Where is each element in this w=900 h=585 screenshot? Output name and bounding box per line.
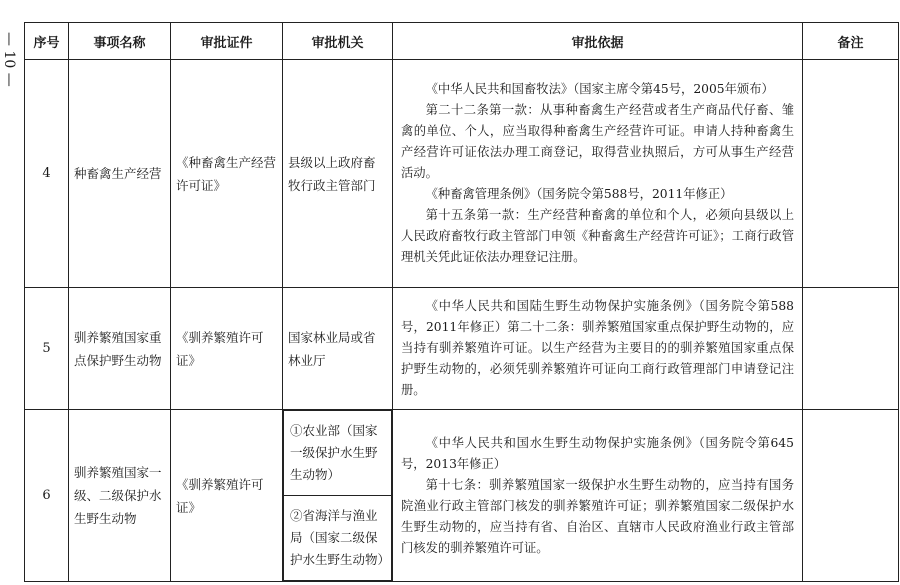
authority: 国家林业局或省林业厅 — [283, 288, 393, 410]
authority — [283, 410, 393, 582]
approval-basis — [393, 60, 803, 288]
note-cell — [803, 288, 899, 410]
license-name: 《驯养繁殖许可证》 — [171, 410, 283, 582]
basis-paragraph: 第十七条：驯养繁殖国家一级保护水生野生动物的，应当持有国务院渔业行政主管部门核发的驯养繁殖许可证；驯养繁殖国家二级保护水生野生动物的，应当持有省、自治区、直辖市人民政府渔业行政主管部门核发的驯养繁殖许可证。 — [401, 477, 794, 555]
basis-paragraph: 《中华人民共和国畜牧法》（国家主席令第45号，2005年颁布） — [425, 82, 774, 96]
basis-paragraph: 《中华人民共和国陆生野生动物保护实施条例》（国务院令第588号，2011年修正）第二十二条：驯养繁殖国家重点保护野生动物的，应当持有驯养繁殖许可证。以生产经营为主要目的的驯养繁殖国家重点保护野生动物的，必须凭驯养繁殖许可证向工商行政管理部门申请登记注册。 — [401, 299, 794, 397]
header-item-name: 事项名称 — [69, 23, 171, 60]
table-row — [25, 288, 899, 410]
header-authority: 审批机关 — [283, 23, 393, 60]
note-cell — [803, 60, 899, 288]
basis-paragraph: 第十五条第一款：生产经营种畜禽的单位和个人，必须向县级以上人民政府畜牧行政主管部门申领《种畜禽生产经营许可证》；工商行政管理机关凭此证依法办理登记注册。 — [401, 208, 794, 264]
basis-paragraph: 《中华人民共和国水生野生动物保护实施条例》（国务院令第645号，2013年修正） — [401, 435, 794, 471]
row-number: 5 — [25, 288, 69, 410]
row-number: 6 — [25, 410, 69, 582]
license-name: 《驯养繁殖许可证》 — [171, 288, 283, 410]
header-no: 序号 — [25, 23, 69, 60]
page-number: — 10 — — [1, 32, 17, 87]
authority-part: ②省海洋与渔业局（国家二级保护水生野生动物） — [284, 496, 392, 581]
authority-part: ①农业部（国家一级保护水生野生动物） — [284, 411, 392, 496]
note-cell — [803, 410, 899, 582]
item-name: 驯养繁殖国家一级、二级保护水生野生动物 — [69, 410, 171, 582]
row-number: 4 — [25, 60, 69, 288]
table-row — [25, 410, 899, 582]
table-header-row — [25, 23, 899, 60]
license-name: 《种畜禽生产经营许可证》 — [171, 60, 283, 288]
item-name: 种畜禽生产经营 — [69, 60, 171, 288]
header-license: 审批证件 — [171, 23, 283, 60]
item-name: 驯养繁殖国家重点保护野生动物 — [69, 288, 171, 410]
basis-paragraph: 《种畜禽管理条例》（国务院令第588号，2011年修正） — [425, 187, 733, 201]
basis-paragraph: 第二十二条第一款：从事种畜禽生产经营或者生产商品代仔畜、雏禽的单位、个人，应当取得种畜禽生产经营许可证。申请人持种畜禽生产经营许可证依法办理工商登记，取得营业执照后，方可从事生产经营活动。 — [401, 103, 794, 180]
authority-split — [283, 410, 392, 581]
header-basis: 审批依据 — [393, 23, 803, 60]
table-row — [25, 60, 899, 288]
approval-table — [24, 22, 899, 582]
authority: 县级以上政府畜牧行政主管部门 — [283, 60, 393, 288]
header-note: 备注 — [803, 23, 899, 60]
approval-basis — [393, 288, 803, 410]
approval-basis — [393, 410, 803, 582]
